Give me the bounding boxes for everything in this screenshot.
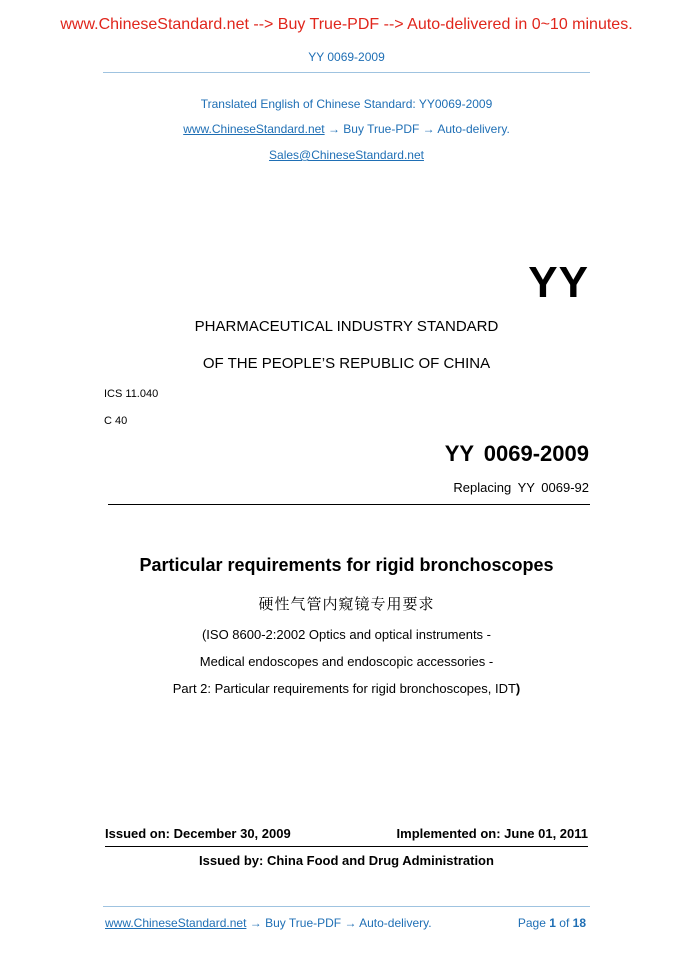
page-indicator <box>518 916 586 930</box>
header-divider <box>103 72 590 73</box>
footer-site-link[interactable]: www.ChineseStandard.net <box>105 916 247 930</box>
standard-type-line2: OF THE PEOPLE’S REPUBLIC OF CHINA <box>202 355 491 372</box>
brand-mark: YY <box>528 258 589 307</box>
document-title-chinese: 硬性气管内窥镜专用要求 <box>258 596 435 613</box>
page-label: Page <box>517 916 546 930</box>
footer-divider <box>103 906 590 907</box>
standard-number: YY 0069-2009 <box>444 441 589 466</box>
buy-line <box>0 122 693 136</box>
iso-close-paren: ) <box>515 681 521 696</box>
iso-line-3-text: Part 2: Particular requirements for rigid bronchoscopes, IDT <box>172 681 516 696</box>
site-link[interactable]: www.ChineseStandard.net <box>183 122 325 136</box>
issued-on-date: Issued on: December 30, 2009 <box>105 826 291 841</box>
implemented-on-date: Implemented on: June 01, 2011 <box>396 826 588 841</box>
translated-note: Translated English of Chinese Standard: YY0069-2009 <box>200 97 493 111</box>
of-label: of <box>559 916 570 930</box>
header-standard-code: YY 0069-2009 <box>308 50 385 64</box>
ccs-code: C 40 <box>104 415 128 427</box>
total-pages: 18 <box>572 916 586 930</box>
iso-line-2: Medical endoscopes and endoscopic accessories - <box>199 654 494 669</box>
iso-line-1: (ISO 8600-2:2002 Optics and optical instruments - <box>201 627 492 642</box>
footer-buy-line <box>105 916 432 930</box>
title-divider <box>108 504 590 505</box>
buy-text: → Buy True-PDF → Auto-delivery. <box>324 122 510 136</box>
issued-by: Issued by: China Food and Drug Administration <box>199 853 494 868</box>
standard-type-line1: PHARMACEUTICAL INDUSTRY STANDARD <box>194 318 499 335</box>
top-banner[interactable]: www.ChineseStandard.net --> Buy True-PDF --> Auto-delivered in 0~10 minutes. <box>60 16 633 33</box>
document-title: Particular requirements for rigid bronchoscopes <box>139 555 554 575</box>
footer-buy-text: → Buy True-PDF → Auto-delivery. <box>246 916 432 930</box>
ics-code: ICS 11.040 <box>104 388 159 400</box>
page-number: 1 <box>549 916 556 930</box>
iso-line-3 <box>0 681 693 696</box>
replacing-note: Replacing YY 0069-92 <box>453 480 589 495</box>
email-line <box>0 148 693 162</box>
email-link[interactable]: Sales@ChineseStandard.net <box>269 148 424 162</box>
issue-divider <box>105 846 588 847</box>
